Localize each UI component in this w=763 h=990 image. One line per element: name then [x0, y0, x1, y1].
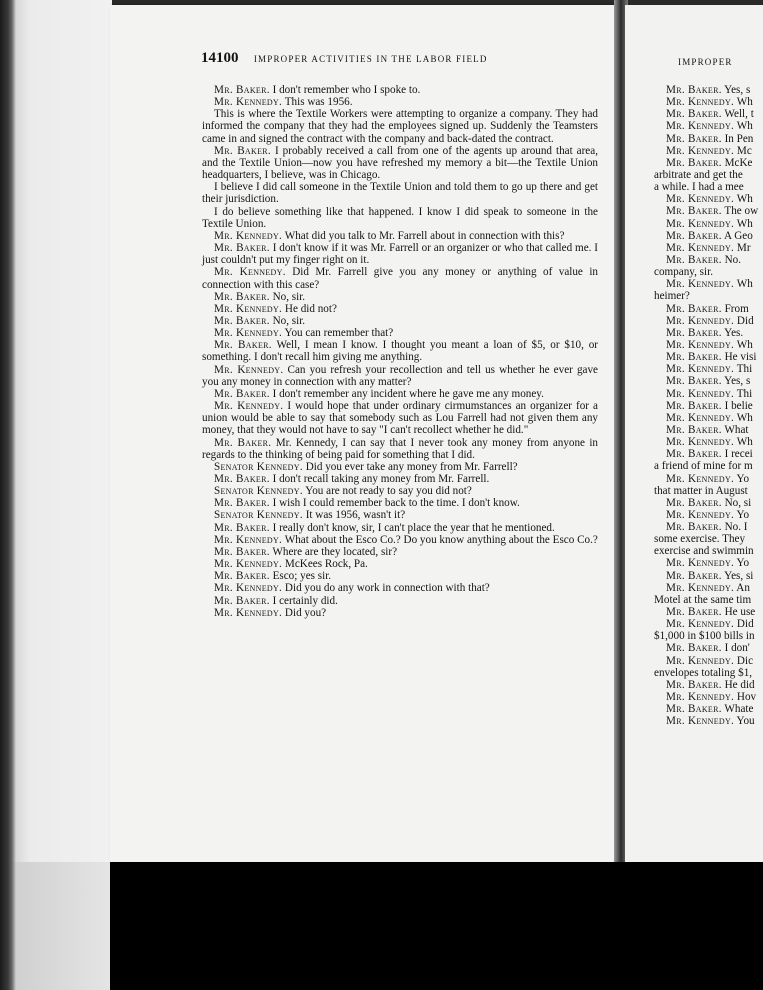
right-transcript-line: [654, 570, 763, 582]
speaker-name: Mr. Kennedy.: [214, 327, 283, 340]
transcript-paragraph: [202, 108, 598, 144]
right-transcript-line: [654, 108, 763, 120]
right-transcript-line: [654, 412, 763, 424]
right-transcript-line: [654, 679, 763, 691]
transcript-paragraph: [202, 400, 598, 436]
speech-text: Yes.: [721, 326, 744, 339]
speech-text: Thi: [734, 363, 753, 376]
right-transcript-line: [654, 254, 763, 266]
speaker-name: Mr. Baker.: [666, 132, 722, 145]
transcript-paragraph: [202, 339, 598, 363]
speaker-name: Mr. Kennedy.: [666, 217, 735, 230]
speaker-name: Mr. Kennedy.: [666, 241, 735, 254]
right-page: [625, 5, 763, 865]
right-transcript-line: [654, 703, 763, 715]
transcript-paragraph: [202, 181, 598, 205]
speech-text: Where are they located, sir?: [269, 545, 398, 558]
transcript-paragraph: [202, 497, 598, 509]
speech-text: envelopes totaling $1,: [654, 666, 753, 679]
speech-text: Did Mr. Farrell give you any money or anything of value in connection with this case?: [202, 266, 598, 291]
speech-text: From: [721, 302, 749, 315]
transcript-paragraph: [202, 546, 598, 558]
speech-text: I belie: [721, 399, 753, 412]
scan-left-edge: [0, 0, 112, 990]
speech-text: company, sir.: [654, 266, 713, 279]
right-transcript-line: [654, 290, 763, 302]
speaker-name: Mr. Baker.: [666, 399, 722, 412]
speaker-name: Mr. Kennedy.: [666, 436, 735, 449]
speaker-name: Mr. Kennedy.: [666, 715, 735, 728]
speaker-name: Mr. Kennedy.: [214, 582, 283, 595]
speech-text: Did you?: [282, 606, 327, 619]
right-transcript-line: [654, 205, 763, 217]
right-transcript-line: [654, 193, 763, 205]
speech-text: Did: [734, 618, 754, 631]
speaker-name: Mr. Baker.: [666, 642, 722, 655]
speaker-name: Mr. Kennedy.: [666, 691, 735, 704]
speaker-name: Mr. Kennedy.: [214, 558, 283, 571]
speaker-name: Mr. Baker.: [214, 144, 271, 157]
transcript-paragraph: [202, 230, 598, 242]
speech-text: You can remember that?: [282, 327, 394, 340]
speech-text: Wh: [734, 278, 753, 291]
speech-text: Motel at the same tim: [654, 593, 752, 606]
speech-text: This was 1956.: [282, 96, 353, 109]
transcript-paragraph: [202, 582, 598, 594]
speech-text: exercise and swimmin: [654, 545, 754, 558]
speech-text: $1,000 in $100 bills in: [654, 630, 755, 643]
transcript-paragraph: [202, 145, 598, 181]
right-transcript-line: [654, 436, 763, 448]
speech-text: I wish I could remember back to the time. I don't know.: [269, 497, 520, 510]
speech-text: You: [734, 715, 755, 728]
speaker-name: Mr. Baker.: [214, 339, 272, 352]
transcript-paragraph: [202, 473, 598, 485]
right-transcript-line: [654, 230, 763, 242]
right-transcript-line: [654, 181, 763, 193]
speaker-name: Mr. Baker.: [666, 351, 722, 364]
transcript-paragraph: [202, 522, 598, 534]
right-transcript-line: [654, 485, 763, 497]
speech-text: heimer?: [654, 290, 690, 303]
transcript-paragraph: [202, 327, 598, 339]
speaker-name: Mr. Baker.: [214, 436, 272, 449]
speech-text: Wh: [734, 436, 753, 449]
speaker-name: Mr. Kennedy.: [214, 302, 283, 315]
speaker-name: Mr. Baker.: [214, 290, 270, 303]
speaker-name: Mr. Baker.: [666, 302, 722, 315]
speech-text: Mr: [734, 241, 751, 254]
transcript-paragraph: [202, 364, 598, 388]
transcript-paragraph: [202, 509, 598, 521]
transcript-paragraph: [202, 485, 598, 497]
right-transcript-line: [654, 84, 763, 96]
speech-text: Yes, s: [721, 84, 751, 96]
speaker-name: Mr. Kennedy.: [666, 278, 735, 291]
speaker-name: Mr. Kennedy.: [666, 557, 735, 570]
speech-text: that matter in August: [654, 484, 748, 497]
speaker-name: Mr. Baker.: [214, 521, 270, 534]
transcript-paragraph: [202, 437, 598, 461]
right-transcript-line: [654, 497, 763, 509]
right-transcript-line: [654, 642, 763, 654]
speech-text: Wh: [734, 96, 753, 109]
speech-text: In Pen: [721, 132, 754, 145]
speaker-name: Mr. Baker.: [666, 678, 722, 691]
speaker-name: Mr. Baker.: [214, 387, 270, 400]
speaker-name: Mr. Kennedy.: [666, 314, 735, 327]
right-transcript-line: [654, 424, 763, 436]
speech-text: I certainly did.: [269, 594, 338, 607]
speaker-name: Mr. Baker.: [214, 594, 270, 607]
speaker-name: Mr. Kennedy.: [666, 338, 735, 351]
speech-text: What did you talk to Mr. Farrell about in connection with this?: [282, 229, 565, 242]
speaker-name: Mr. Baker.: [666, 108, 722, 121]
right-transcript-line: [654, 606, 763, 618]
transcript-paragraph: [202, 595, 598, 607]
speech-text: What: [721, 423, 749, 436]
speech-text: I believe I did call someone in the Textile Union and told them to go up there and get their jurisdiction.: [202, 181, 598, 206]
right-transcript-line: [654, 533, 763, 545]
speech-text: I do believe something like that happened. I know I did speak to someone in the Textile Union.: [202, 205, 598, 230]
speaker-name: Senator Kennedy.: [214, 509, 303, 522]
transcript-paragraph: [202, 558, 598, 570]
speaker-name: Mr. Baker.: [666, 569, 722, 582]
speech-text: I would hope that under ordinary cirmumstances an organizer for a union would be able to say that somebody such as Lou Farrell had not given them any money, that they would not have to say "I can't recollect whether he did.": [202, 400, 598, 437]
speaker-name: Mr. Baker.: [214, 545, 270, 558]
transcript-paragraph: [202, 96, 598, 108]
transcript-paragraph: [202, 206, 598, 230]
right-transcript-line: [654, 303, 763, 315]
transcript-paragraph: [202, 607, 598, 619]
scan-bottom-margin: [110, 862, 763, 990]
speech-text: Wh: [734, 411, 753, 424]
speech-text: A Geo: [721, 229, 753, 242]
right-transcript-line: [654, 339, 763, 351]
speaker-name: Mr. Baker.: [666, 253, 722, 266]
speech-text: Did you ever take any money from Mr. Farrell?: [302, 460, 518, 473]
speech-text: I don't recall taking any money from Mr. Farrell.: [269, 473, 490, 485]
speech-text: The ow: [721, 205, 759, 218]
right-transcript-line: [654, 630, 763, 642]
speech-text: He use: [721, 606, 756, 619]
transcript-paragraph: [202, 461, 598, 473]
speech-text: I don't remember any incident where he gave me any money.: [269, 387, 544, 400]
right-transcript-line: [654, 363, 763, 375]
speech-text: No, si: [721, 496, 752, 509]
page-header: [201, 50, 601, 70]
transcript-paragraph: [202, 534, 598, 546]
right-transcript-line: [654, 388, 763, 400]
speaker-name: Mr. Kennedy.: [214, 229, 283, 242]
speaker-name: Mr. Kennedy.: [666, 120, 735, 133]
right-transcript-line: [654, 594, 763, 606]
speech-text: I recei: [721, 448, 753, 461]
speaker-name: Mr. Kennedy.: [666, 363, 735, 376]
right-transcript-line: [654, 655, 763, 667]
right-transcript-line: [654, 218, 763, 230]
speech-text: What about the Esco Co.? Do you know anything about the Esco Co.?: [282, 533, 598, 546]
speech-text: some exercise. They: [654, 533, 746, 546]
speech-text: No, sir.: [269, 314, 306, 327]
transcript-paragraph: [202, 303, 598, 315]
speech-text: He did: [721, 678, 755, 691]
right-transcript-line: [654, 375, 763, 387]
speaker-name: Mr. Baker.: [214, 242, 270, 255]
speaker-name: Mr. Baker.: [214, 314, 270, 327]
transcript-paragraph: [202, 388, 598, 400]
right-transcript-line: [654, 448, 763, 460]
speaker-name: Mr. Kennedy.: [214, 606, 283, 619]
speech-text: Did you do any work in connection with that?: [282, 582, 490, 595]
speech-text: No, sir.: [269, 290, 306, 303]
speech-text: Yes, s: [721, 375, 751, 388]
speaker-name: Mr. Baker.: [214, 570, 270, 583]
transcript-paragraph: [202, 266, 598, 290]
right-transcript-line: [654, 169, 763, 181]
right-transcript-line: [654, 691, 763, 703]
speech-text: It was 1956, wasn't it?: [302, 509, 406, 522]
right-running-title: IMPROPER: [678, 57, 733, 67]
right-transcript-line: [654, 557, 763, 569]
right-transcript-line: [654, 667, 763, 679]
right-transcript-line: [654, 96, 763, 108]
speech-text: a while. I had a mee: [654, 181, 744, 194]
speaker-name: Mr. Kennedy.: [214, 533, 283, 546]
speaker-name: Mr. Baker.: [666, 423, 722, 436]
speech-text: This is where the Textile Workers were attempting to organize a company. They had informed the company that they had the employees signed up. Suddenly the Teamsters came in and signed the contract with the company and back-dated the contract.: [202, 108, 598, 145]
transcript-paragraph: [202, 570, 598, 582]
right-transcript-body: [654, 84, 763, 727]
speaker-name: Mr. Baker.: [666, 156, 722, 169]
speaker-name: Mr. Kennedy.: [666, 472, 735, 485]
speech-text: Esco; yes sir.: [269, 570, 332, 583]
speech-text: Mc: [734, 144, 752, 157]
speech-text: Mr. Kennedy, I can say that I never took any money from anyone in regards to the thinking of being paid for something that I did.: [202, 436, 598, 461]
speaker-name: Mr. Kennedy.: [666, 144, 735, 157]
right-transcript-line: [654, 157, 763, 169]
speech-text: McKe: [721, 156, 753, 169]
speaker-name: Mr. Baker.: [666, 703, 722, 716]
speech-text: a friend of mine for m: [654, 460, 753, 473]
speech-text: Yo: [734, 508, 750, 521]
transcript-body: [202, 84, 598, 619]
speaker-name: Mr. Baker.: [214, 473, 270, 485]
speaker-name: Mr. Kennedy.: [214, 363, 284, 376]
speaker-name: Mr. Baker.: [666, 448, 722, 461]
speaker-name: Mr. Kennedy.: [666, 411, 735, 424]
right-transcript-line: [654, 315, 763, 327]
speech-text: Whate: [721, 703, 754, 716]
right-transcript-line: [654, 521, 763, 533]
right-transcript-line: [654, 618, 763, 630]
speaker-name: Mr. Kennedy.: [666, 508, 735, 521]
speech-text: Dic: [734, 654, 754, 667]
transcript-paragraph: [202, 84, 598, 96]
right-transcript-line: [654, 473, 763, 485]
speaker-name: Mr. Baker.: [666, 326, 722, 339]
speaker-name: Mr. Baker.: [666, 375, 722, 388]
speech-text: Well, t: [721, 108, 754, 121]
speech-text: Can you refresh your recollection and tell us whether he ever gave you any money in connection with any matter?: [202, 363, 598, 388]
right-transcript-line: [654, 509, 763, 521]
page-number: 14100: [201, 50, 239, 66]
speech-text: Wh: [734, 217, 753, 230]
speech-text: I don': [721, 642, 750, 655]
transcript-paragraph: [202, 315, 598, 327]
speaker-name: Mr. Kennedy.: [214, 266, 286, 279]
speaker-name: Mr. Kennedy.: [666, 654, 735, 667]
speech-text: Yes, si: [721, 569, 754, 582]
speech-text: I don't remember who I spoke to.: [269, 84, 421, 96]
speaker-name: Mr. Kennedy.: [666, 618, 735, 631]
right-transcript-line: [654, 327, 763, 339]
right-transcript-line: [654, 145, 763, 157]
scan-left-edge-bottom: [0, 862, 112, 990]
speaker-name: Mr. Baker.: [214, 84, 270, 96]
speech-text: No.: [721, 253, 741, 266]
speech-text: Thi: [734, 387, 753, 400]
speech-text: Yo: [734, 472, 750, 485]
right-transcript-line: [654, 242, 763, 254]
speech-text: Wh: [734, 120, 753, 133]
right-transcript-line: [654, 133, 763, 145]
speech-text: Yo: [734, 557, 750, 570]
speech-text: Wh: [734, 193, 753, 206]
speaker-name: Senator Kennedy.: [214, 460, 303, 473]
speaker-name: Mr. Kennedy.: [666, 581, 735, 594]
speech-text: I really don't know, sir, I can't place the year that he mentioned.: [269, 521, 555, 534]
speaker-name: Mr. Baker.: [666, 229, 722, 242]
speaker-name: Mr. Baker.: [666, 496, 722, 509]
speech-text: Well, I mean I know. I thought you meant a loan of $5, or $10, or something. I don't recall him giving me anything.: [202, 339, 598, 364]
right-transcript-line: [654, 266, 763, 278]
speaker-name: Mr. Kennedy.: [214, 96, 283, 109]
running-title: IMPROPER ACTIVITIES IN THE LABOR FIELD: [253, 54, 488, 64]
speaker-name: Mr. Kennedy.: [666, 96, 735, 109]
speech-text: He did not?: [282, 302, 337, 315]
speech-text: No. I: [721, 521, 748, 534]
right-transcript-line: [654, 120, 763, 132]
speech-text: I don't know if it was Mr. Farrell or an organizer or who that called me. I just couldn't put my finger right on it.: [202, 242, 598, 267]
speaker-name: Mr. Baker.: [666, 521, 722, 534]
speech-text: Hov: [734, 691, 757, 704]
speaker-name: Mr. Kennedy.: [214, 400, 284, 413]
speaker-name: Mr. Baker.: [666, 606, 722, 619]
right-transcript-line: [654, 400, 763, 412]
speaker-name: Mr. Baker.: [666, 84, 722, 96]
transcript-paragraph: [202, 242, 598, 266]
speech-text: Wh: [734, 338, 753, 351]
speech-text: I probably received a call from one of the agents up around that area, and the Textile Union—now you have refreshed my memory a bit—the Textile Union headquarters, I believe, was in Chicago.: [202, 144, 598, 182]
speech-text: arbitrate and get the: [654, 168, 743, 181]
speech-text: An: [734, 581, 750, 594]
speech-text: Did: [734, 314, 754, 327]
speaker-name: Mr. Kennedy.: [666, 387, 735, 400]
speech-text: You are not ready to say you did not?: [302, 485, 472, 498]
left-page: [110, 5, 616, 865]
transcript-paragraph: [202, 291, 598, 303]
right-transcript-line: [654, 460, 763, 472]
speech-text: McKees Rock, Pa.: [282, 558, 368, 571]
right-transcript-line: [654, 715, 763, 727]
speaker-name: Mr. Baker.: [666, 205, 722, 218]
right-transcript-line: [654, 278, 763, 290]
right-transcript-line: [654, 582, 763, 594]
speech-text: He visi: [721, 351, 757, 364]
speaker-name: Mr. Baker.: [214, 497, 270, 510]
speaker-name: Senator Kennedy.: [214, 485, 303, 498]
right-transcript-line: [654, 351, 763, 363]
right-transcript-line: [654, 545, 763, 557]
speaker-name: Mr. Kennedy.: [666, 193, 735, 206]
